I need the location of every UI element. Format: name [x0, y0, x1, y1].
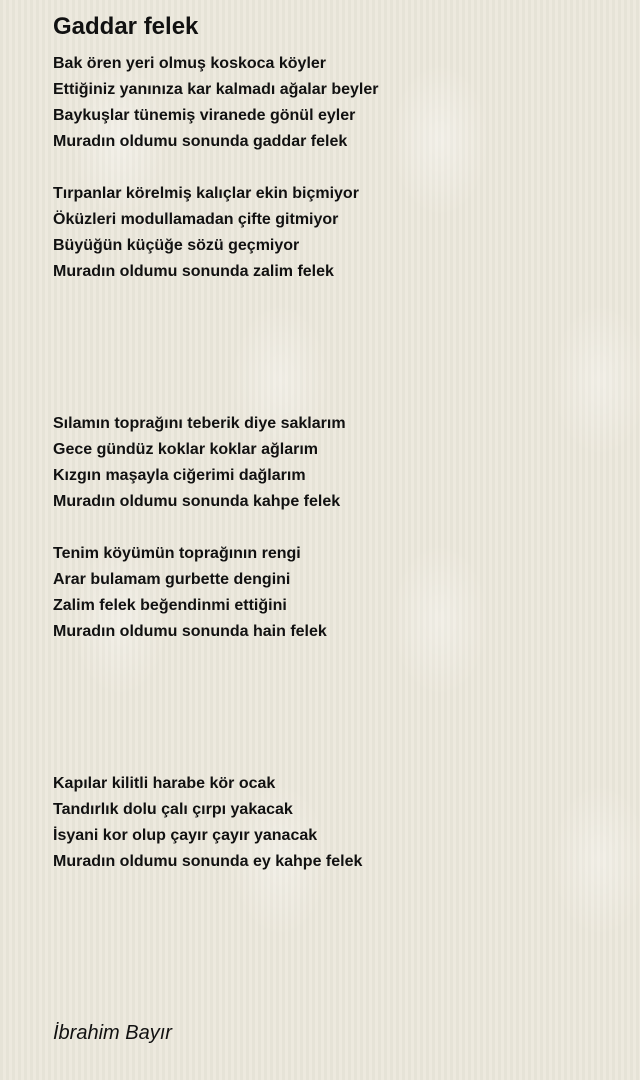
poem-line: Tenim köyümün toprağının rengi — [53, 545, 301, 562]
poem-line: İsyani kor olup çayır çayır yanacak — [53, 827, 318, 844]
poem-line: Büyüğün küçüğe sözü geçmiyor — [53, 237, 300, 254]
poem-line: Muradın oldumu sonunda ey kahpe felek — [53, 853, 363, 870]
poem-line: Gece gündüz koklar koklar ağlarım — [53, 441, 318, 458]
poem-author: İbrahim Bayır — [53, 1022, 172, 1044]
poem-line: Muradın oldumu sonunda zalim felek — [53, 263, 334, 280]
poem-line: Sılamın toprağını teberik diye saklarım — [53, 415, 346, 432]
poem-line: Bak ören yeri olmuş koskoca köyler — [53, 55, 327, 72]
poem-line: Kızgın maşayla ciğerimi dağlarım — [53, 467, 306, 484]
poem-line: Muradın oldumu sonunda gaddar felek — [53, 133, 348, 150]
poem-line: Baykuşlar tünemiş viranede gönül eyler — [53, 107, 356, 124]
poem-line: Muradın oldumu sonunda kahpe felek — [53, 493, 341, 510]
poem-title: Gaddar felek — [53, 13, 199, 40]
poem-line: Zalim felek beğendinmi ettiğini — [53, 597, 287, 614]
poem-line: Tırpanlar körelmiş kalıçlar ekin biçmiyor — [53, 185, 359, 202]
poem-line: Ettiğiniz yanınıza kar kalmadı ağalar beyler — [53, 81, 379, 98]
poem-line: Kapılar kilitli harabe kör ocak — [53, 775, 276, 792]
poem-line: Muradın oldumu sonunda hain felek — [53, 623, 327, 640]
poem-line: Öküzleri modullamadan çifte gitmiyor — [53, 211, 339, 228]
poem-line: Arar bulamam gurbette dengini — [53, 571, 291, 588]
poem-line: Tandırlık dolu çalı çırpı yakacak — [53, 801, 293, 818]
